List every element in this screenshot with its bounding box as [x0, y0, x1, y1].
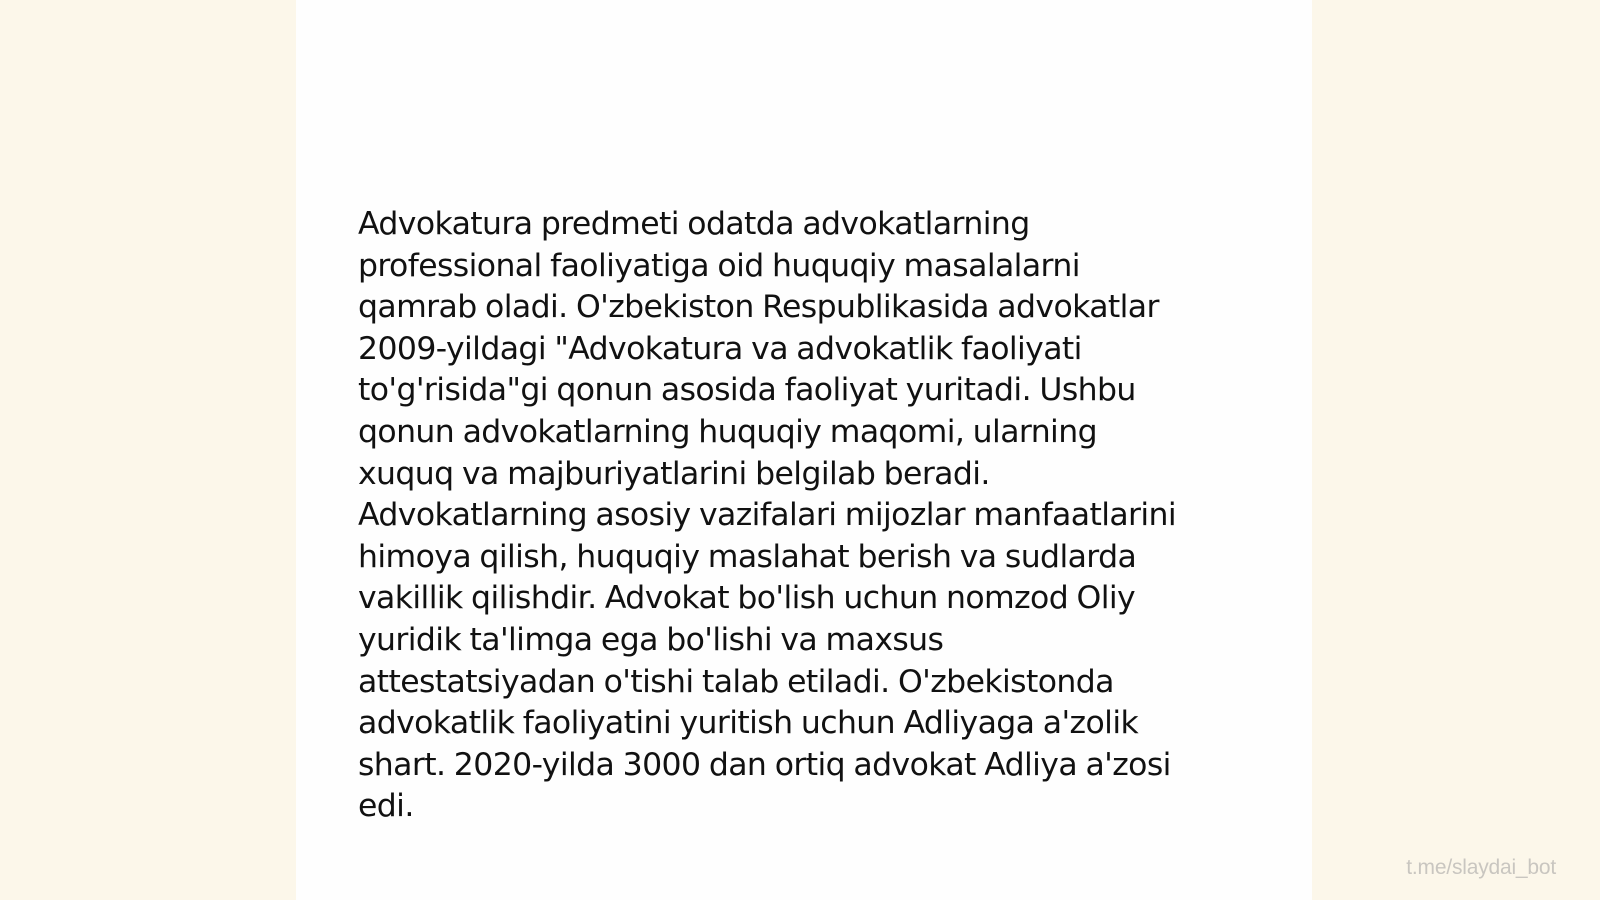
- text-line: qonun advokatlarning huquqiy maqomi, ularning: [358, 413, 1097, 450]
- text-line: professional faoliyatiga oid huquqiy masalalarni: [358, 247, 1080, 284]
- text-line: advokatlik faoliyatini yuritish uchun Adliyaga a'zolik: [358, 705, 1139, 742]
- text-line: himoya qilish, huquqiy maslahat berish va sudlarda: [358, 538, 1137, 575]
- text-line: 2009-yildagi "Advokatura va advokatlik faoliyati: [358, 330, 1082, 367]
- watermark: t.me/slaydai_bot: [1406, 856, 1556, 879]
- text-line: Advokatlarning asosiy vazifalari mijozlar manfaatlarini: [358, 497, 1177, 534]
- slide: [296, 0, 1312, 900]
- text-line: edi.: [358, 788, 414, 825]
- text-line: xuquq va majburiyatlarini belgilab beradi.: [358, 455, 990, 492]
- text-line: yuridik ta'limga ega bo'lishi va maxsus: [358, 621, 944, 658]
- text-line: attestatsiyadan o'tishi talab etiladi. O'zbekistonda: [358, 663, 1114, 700]
- text-line: shart. 2020-yilda 3000 dan ortiq advokat Adliya a'zosi: [358, 746, 1171, 783]
- text-line: to'g'risida"gi qonun asosida faoliyat yuritadi. Ushbu: [358, 372, 1136, 409]
- text-line: Advokatura predmeti odatda advokatlarning: [358, 206, 1030, 242]
- text-line: qamrab oladi. O'zbekiston Respublikasida advokatlar: [358, 289, 1159, 326]
- body-text: [358, 204, 1258, 828]
- text-line: vakillik qilishdir. Advokat bo'lish uchun nomzod Oliy: [358, 580, 1136, 617]
